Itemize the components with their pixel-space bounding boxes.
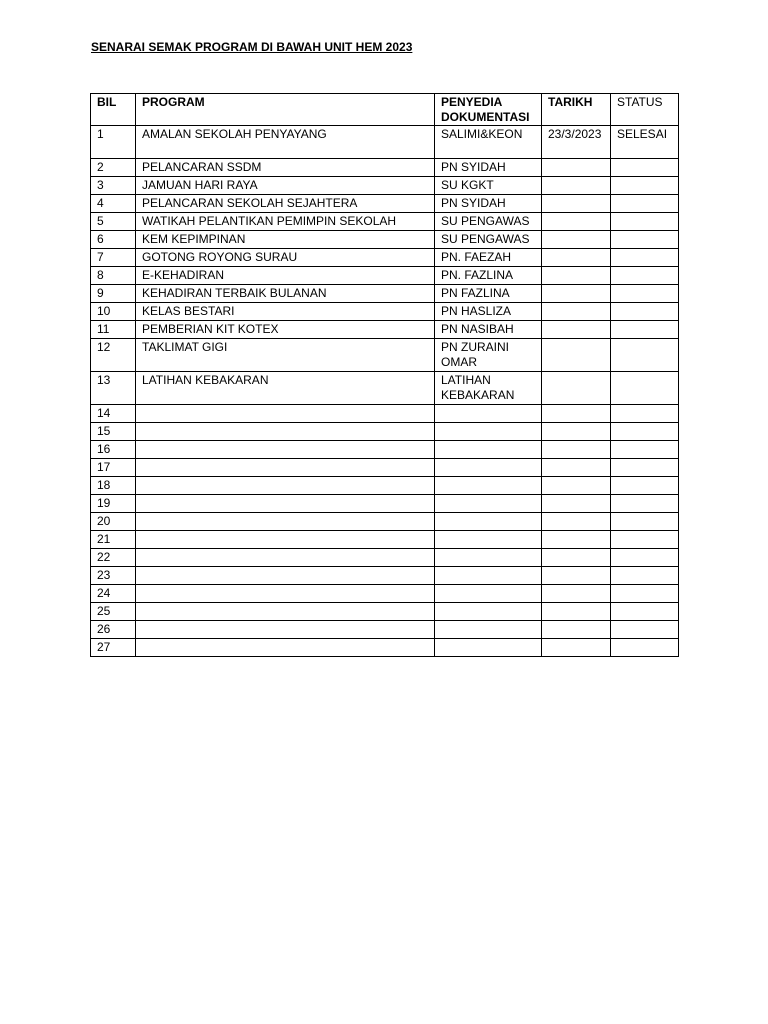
cell-penyedia <box>435 621 542 639</box>
cell-status <box>611 477 679 495</box>
cell-status <box>611 372 679 405</box>
document-title: SENARAI SEMAK PROGRAM DI BAWAH UNIT HEM 2023 <box>91 40 413 54</box>
table-row <box>91 549 679 567</box>
cell-tarikh <box>542 459 611 477</box>
cell-program <box>136 423 435 441</box>
cell-bil: 16 <box>91 441 136 459</box>
cell-tarikh <box>542 567 611 585</box>
cell-program: JAMUAN HARI RAYA <box>136 177 435 195</box>
cell-penyedia <box>435 549 542 567</box>
cell-penyedia: SU PENGAWAS <box>435 231 542 249</box>
table-row <box>91 621 679 639</box>
cell-bil: 23 <box>91 567 136 585</box>
cell-tarikh <box>542 495 611 513</box>
cell-status <box>611 213 679 231</box>
cell-status: SELESAI <box>611 126 679 159</box>
cell-program <box>136 405 435 423</box>
cell-penyedia <box>435 459 542 477</box>
cell-bil: 2 <box>91 159 136 177</box>
cell-bil: 13 <box>91 372 136 405</box>
cell-tarikh <box>542 621 611 639</box>
cell-program <box>136 477 435 495</box>
cell-tarikh <box>542 339 611 372</box>
cell-program <box>136 513 435 531</box>
cell-status <box>611 423 679 441</box>
table-row <box>91 159 679 177</box>
cell-penyedia <box>435 477 542 495</box>
table-row <box>91 303 679 321</box>
header-status: STATUS <box>611 94 679 126</box>
cell-status <box>611 441 679 459</box>
cell-program: KELAS BESTARI <box>136 303 435 321</box>
cell-status <box>611 639 679 657</box>
table-row <box>91 231 679 249</box>
cell-bil: 27 <box>91 639 136 657</box>
cell-bil: 1 <box>91 126 136 159</box>
cell-penyedia <box>435 441 542 459</box>
cell-status <box>611 195 679 213</box>
cell-tarikh <box>542 549 611 567</box>
cell-status <box>611 249 679 267</box>
cell-tarikh <box>542 477 611 495</box>
cell-status <box>611 159 679 177</box>
cell-program <box>136 531 435 549</box>
cell-penyedia <box>435 567 542 585</box>
cell-status <box>611 549 679 567</box>
cell-tarikh <box>542 177 611 195</box>
cell-status <box>611 459 679 477</box>
cell-tarikh <box>542 267 611 285</box>
cell-tarikh <box>542 249 611 267</box>
cell-tarikh <box>542 285 611 303</box>
cell-program <box>136 621 435 639</box>
cell-tarikh <box>542 195 611 213</box>
cell-status <box>611 567 679 585</box>
cell-status <box>611 621 679 639</box>
cell-status <box>611 231 679 249</box>
cell-status <box>611 585 679 603</box>
cell-program <box>136 567 435 585</box>
table-row <box>91 585 679 603</box>
cell-tarikh: 23/3/2023 <box>542 126 611 159</box>
cell-program <box>136 441 435 459</box>
table-row <box>91 321 679 339</box>
cell-bil: 20 <box>91 513 136 531</box>
cell-bil: 18 <box>91 477 136 495</box>
cell-penyedia <box>435 405 542 423</box>
cell-bil: 7 <box>91 249 136 267</box>
cell-penyedia: SALIMI&KEON <box>435 126 542 159</box>
cell-penyedia <box>435 513 542 531</box>
header-program: PROGRAM <box>136 94 435 126</box>
cell-bil: 25 <box>91 603 136 621</box>
table-row <box>91 477 679 495</box>
table-row <box>91 441 679 459</box>
cell-program: GOTONG ROYONG SURAU <box>136 249 435 267</box>
cell-bil: 6 <box>91 231 136 249</box>
cell-status <box>611 339 679 372</box>
table-row <box>91 339 679 372</box>
cell-bil: 4 <box>91 195 136 213</box>
cell-penyedia <box>435 531 542 549</box>
cell-status <box>611 177 679 195</box>
cell-tarikh <box>542 603 611 621</box>
cell-penyedia: PN ZURAINI OMAR <box>435 339 542 372</box>
cell-program <box>136 639 435 657</box>
table-row <box>91 495 679 513</box>
table-header-row <box>91 94 679 126</box>
table-row <box>91 177 679 195</box>
cell-penyedia <box>435 603 542 621</box>
cell-program: KEM KEPIMPINAN <box>136 231 435 249</box>
cell-status <box>611 495 679 513</box>
cell-program: WATIKAH PELANTIKAN PEMIMPIN SEKOLAH <box>136 213 435 231</box>
cell-bil: 19 <box>91 495 136 513</box>
cell-bil: 22 <box>91 549 136 567</box>
table-row <box>91 126 679 159</box>
cell-tarikh <box>542 585 611 603</box>
cell-program: KEHADIRAN TERBAIK BULANAN <box>136 285 435 303</box>
cell-program: TAKLIMAT GIGI <box>136 339 435 372</box>
cell-penyedia <box>435 495 542 513</box>
cell-tarikh <box>542 303 611 321</box>
cell-bil: 10 <box>91 303 136 321</box>
table-row <box>91 423 679 441</box>
cell-status <box>611 531 679 549</box>
cell-bil: 8 <box>91 267 136 285</box>
cell-penyedia: SU KGKT <box>435 177 542 195</box>
cell-status <box>611 405 679 423</box>
cell-program: AMALAN SEKOLAH PENYAYANG <box>136 126 435 159</box>
cell-bil: 9 <box>91 285 136 303</box>
table-body <box>91 126 679 657</box>
table-row <box>91 195 679 213</box>
cell-penyedia: PN SYIDAH <box>435 195 542 213</box>
cell-penyedia: PN NASIBAH <box>435 321 542 339</box>
cell-penyedia <box>435 423 542 441</box>
table-row <box>91 603 679 621</box>
program-checklist-table <box>90 93 679 657</box>
cell-program: PEMBERIAN KIT KOTEX <box>136 321 435 339</box>
table-row <box>91 513 679 531</box>
cell-bil: 5 <box>91 213 136 231</box>
header-penyedia: PENYEDIA DOKUMENTASI <box>435 94 542 126</box>
table-row <box>91 249 679 267</box>
cell-penyedia <box>435 639 542 657</box>
header-tarikh: TARIKH <box>542 94 611 126</box>
cell-penyedia: PN SYIDAH <box>435 159 542 177</box>
cell-tarikh <box>542 639 611 657</box>
cell-status <box>611 303 679 321</box>
cell-bil: 26 <box>91 621 136 639</box>
table-row <box>91 567 679 585</box>
cell-program: PELANCARAN SSDM <box>136 159 435 177</box>
table-row <box>91 267 679 285</box>
cell-bil: 21 <box>91 531 136 549</box>
cell-program <box>136 495 435 513</box>
cell-tarikh <box>542 405 611 423</box>
header-bil: BIL <box>91 94 136 126</box>
cell-bil: 3 <box>91 177 136 195</box>
cell-penyedia: PN HASLIZA <box>435 303 542 321</box>
table-row <box>91 405 679 423</box>
table-row <box>91 531 679 549</box>
cell-bil: 15 <box>91 423 136 441</box>
cell-penyedia: PN FAZLINA <box>435 285 542 303</box>
cell-tarikh <box>542 159 611 177</box>
cell-status <box>611 603 679 621</box>
cell-tarikh <box>542 423 611 441</box>
cell-program <box>136 459 435 477</box>
cell-tarikh <box>542 372 611 405</box>
cell-penyedia <box>435 585 542 603</box>
cell-penyedia: LATIHAN KEBAKARAN <box>435 372 542 405</box>
cell-bil: 17 <box>91 459 136 477</box>
table-row <box>91 213 679 231</box>
cell-tarikh <box>542 213 611 231</box>
cell-status <box>611 285 679 303</box>
cell-program <box>136 603 435 621</box>
cell-bil: 24 <box>91 585 136 603</box>
cell-bil: 12 <box>91 339 136 372</box>
cell-bil: 14 <box>91 405 136 423</box>
cell-program: PELANCARAN SEKOLAH SEJAHTERA <box>136 195 435 213</box>
cell-tarikh <box>542 531 611 549</box>
cell-penyedia: PN. FAZLINA <box>435 267 542 285</box>
cell-tarikh <box>542 231 611 249</box>
cell-bil: 11 <box>91 321 136 339</box>
cell-program: LATIHAN KEBAKARAN <box>136 372 435 405</box>
cell-status <box>611 513 679 531</box>
cell-program <box>136 585 435 603</box>
cell-program: E-KEHADIRAN <box>136 267 435 285</box>
table-row <box>91 372 679 405</box>
cell-status <box>611 321 679 339</box>
cell-tarikh <box>542 441 611 459</box>
table-row <box>91 285 679 303</box>
cell-status <box>611 267 679 285</box>
cell-penyedia: SU PENGAWAS <box>435 213 542 231</box>
cell-tarikh <box>542 513 611 531</box>
cell-program <box>136 549 435 567</box>
table-row <box>91 459 679 477</box>
cell-tarikh <box>542 321 611 339</box>
table-row <box>91 639 679 657</box>
cell-penyedia: PN. FAEZAH <box>435 249 542 267</box>
